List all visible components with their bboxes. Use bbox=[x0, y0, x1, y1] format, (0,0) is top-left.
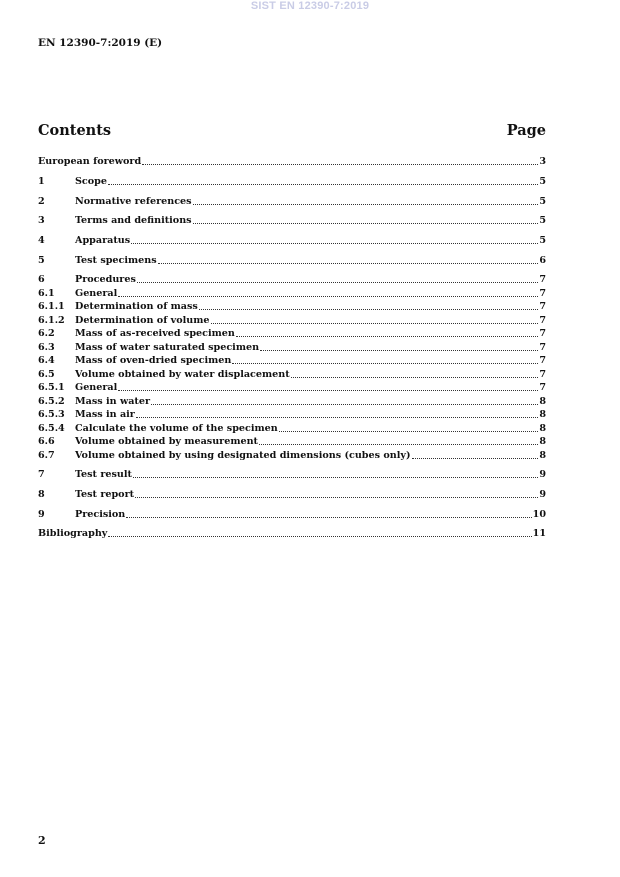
toc-entry[interactable] bbox=[38, 489, 546, 501]
toc-entry-number: 6.3 bbox=[38, 342, 55, 353]
toc-entry-page: 7 bbox=[539, 355, 546, 366]
toc-entry[interactable] bbox=[38, 328, 546, 340]
toc-entry[interactable] bbox=[38, 423, 546, 435]
toc-entry[interactable] bbox=[38, 382, 546, 394]
toc-entry-title: Volume obtained by using designated dimensions (cubes only) bbox=[75, 450, 411, 461]
dot-leader bbox=[108, 535, 531, 537]
toc-entry-page: 7 bbox=[539, 301, 546, 312]
toc-entry-title: Mass in air bbox=[75, 409, 135, 420]
toc-entry-title: Mass in water bbox=[75, 396, 151, 407]
dot-leader bbox=[118, 389, 538, 391]
toc-entry[interactable] bbox=[38, 469, 546, 481]
toc-entry[interactable] bbox=[38, 342, 546, 354]
toc-entry-title: Procedures bbox=[75, 274, 136, 285]
toc-entry-page: 7 bbox=[539, 369, 546, 380]
toc-entry-page: 3 bbox=[539, 156, 546, 167]
toc-entry-number: 6.2 bbox=[38, 328, 55, 339]
toc-entry-number: 5 bbox=[38, 255, 45, 266]
toc-entry-page: 9 bbox=[539, 489, 546, 500]
toc-entry[interactable] bbox=[38, 315, 546, 327]
toc-entry-number: 4 bbox=[38, 235, 45, 246]
toc-entry-page: 8 bbox=[539, 396, 546, 407]
toc-entry-number: 6.5.4 bbox=[38, 423, 65, 434]
toc-entry-title: Test result bbox=[75, 469, 132, 480]
toc-entry[interactable] bbox=[38, 436, 546, 448]
watermark: SIST EN 12390-7:2019 bbox=[250, 0, 370, 12]
toc-entry-title: Volume obtained by measurement bbox=[75, 436, 258, 447]
toc-entry-number: 9 bbox=[38, 509, 45, 520]
toc-entry[interactable] bbox=[38, 156, 546, 168]
toc-entry-title: Mass of as-received specimen bbox=[75, 328, 235, 339]
toc-entry-title: Terms and definitions bbox=[75, 215, 192, 226]
toc-entry-number: 6.1 bbox=[38, 288, 55, 299]
toc-entry-number: 6.6 bbox=[38, 436, 55, 447]
toc-entry[interactable] bbox=[38, 301, 546, 313]
toc-entry-title: Determination of volume bbox=[75, 315, 210, 326]
toc-entry-title: Precision bbox=[75, 509, 126, 520]
toc-entry-title: Mass of water saturated specimen bbox=[75, 342, 260, 353]
toc-entry-title: Determination of mass bbox=[75, 301, 198, 312]
toc-entry-title: European foreword bbox=[38, 156, 142, 167]
dot-leader bbox=[291, 376, 539, 378]
dot-leader bbox=[151, 403, 538, 405]
toc-entry-page: 9 bbox=[539, 469, 546, 480]
toc-entry-title: Test specimens bbox=[75, 255, 157, 266]
toc-entry-page: 8 bbox=[539, 436, 546, 447]
toc-entry-page: 7 bbox=[539, 288, 546, 299]
toc-entry-title: Scope bbox=[75, 176, 107, 187]
contents-heading bbox=[38, 122, 546, 139]
toc-entry-page: 7 bbox=[539, 342, 546, 353]
toc-entry[interactable] bbox=[38, 355, 546, 367]
dot-leader bbox=[279, 430, 539, 432]
toc-entry-page: 7 bbox=[539, 315, 546, 326]
dot-leader bbox=[108, 183, 538, 185]
dot-leader bbox=[118, 295, 538, 297]
dot-leader bbox=[193, 203, 539, 205]
dot-leader bbox=[193, 222, 539, 224]
dot-leader bbox=[259, 443, 538, 445]
toc-entry-page: 7 bbox=[539, 382, 546, 393]
toc-entry-number: 7 bbox=[38, 469, 45, 480]
toc-entry-number: 1 bbox=[38, 176, 45, 187]
page-number: 2 bbox=[38, 834, 46, 847]
dot-leader bbox=[232, 362, 538, 364]
toc-entry-title: Volume obtained by water displacement bbox=[75, 369, 290, 380]
toc-entry[interactable] bbox=[38, 235, 546, 247]
toc-entry[interactable] bbox=[38, 369, 546, 381]
toc-entry-number: 6.5.1 bbox=[38, 382, 65, 393]
toc-entry-page: 10 bbox=[532, 509, 546, 520]
toc-entry-number: 6.5.3 bbox=[38, 409, 65, 420]
toc-entry[interactable] bbox=[38, 176, 546, 188]
toc-entry-page: 11 bbox=[532, 528, 546, 539]
toc-entry[interactable] bbox=[38, 409, 546, 421]
dot-leader bbox=[135, 496, 538, 498]
toc-entry-page: 8 bbox=[539, 423, 546, 434]
toc-entry[interactable] bbox=[38, 274, 546, 286]
dot-leader bbox=[236, 335, 538, 337]
toc-entry[interactable] bbox=[38, 396, 546, 408]
dot-leader bbox=[126, 516, 531, 518]
toc-entry-page: 5 bbox=[539, 235, 546, 246]
toc-entry-number: 8 bbox=[38, 489, 45, 500]
toc-entry-page: 8 bbox=[539, 450, 546, 461]
dot-leader bbox=[211, 322, 539, 324]
toc-entry-number: 6.1.1 bbox=[38, 301, 65, 312]
toc-entry-number: 6 bbox=[38, 274, 45, 285]
toc-entry-page: 5 bbox=[539, 215, 546, 226]
toc-entry-page: 8 bbox=[539, 409, 546, 420]
dot-leader bbox=[412, 457, 539, 459]
dot-leader bbox=[142, 163, 538, 165]
contents-title: Contents bbox=[38, 122, 112, 139]
dot-leader bbox=[133, 476, 538, 478]
toc-entry[interactable] bbox=[38, 255, 546, 267]
toc-entry[interactable] bbox=[38, 196, 546, 208]
toc-entry-title: General bbox=[75, 382, 118, 393]
toc-entry-title: Calculate the volume of the specimen bbox=[75, 423, 278, 434]
toc-entry-number: 6.4 bbox=[38, 355, 55, 366]
toc-entry-page: 6 bbox=[539, 255, 546, 266]
toc-entry[interactable] bbox=[38, 509, 546, 521]
toc-entry[interactable] bbox=[38, 528, 546, 540]
toc-entry-page: 7 bbox=[539, 328, 546, 339]
toc-entry-number: 3 bbox=[38, 215, 45, 226]
page-column-label: Page bbox=[506, 122, 546, 139]
toc-entry-title: General bbox=[75, 288, 118, 299]
toc-entry-title: Mass of oven-dried specimen bbox=[75, 355, 232, 366]
toc-entry-title: Test report bbox=[75, 489, 135, 500]
toc-entry[interactable] bbox=[38, 450, 546, 462]
dot-leader bbox=[137, 281, 538, 283]
dot-leader bbox=[260, 349, 538, 351]
toc-entry-number: 2 bbox=[38, 196, 45, 207]
toc-entry-number: 6.1.2 bbox=[38, 315, 65, 326]
toc-entry-page: 5 bbox=[539, 176, 546, 187]
toc-entry-number: 6.5 bbox=[38, 369, 55, 380]
toc-entry-page: 7 bbox=[539, 274, 546, 285]
toc-entry-page: 5 bbox=[539, 196, 546, 207]
dot-leader bbox=[131, 242, 538, 244]
dot-leader bbox=[136, 416, 538, 418]
dot-leader bbox=[199, 308, 538, 310]
toc-entry-title: Apparatus bbox=[75, 235, 131, 246]
toc-entry[interactable] bbox=[38, 288, 546, 300]
toc-entry[interactable] bbox=[38, 215, 546, 227]
toc-entry-number: 6.7 bbox=[38, 450, 55, 461]
dot-leader bbox=[158, 262, 539, 264]
toc-entry-number: 6.5.2 bbox=[38, 396, 65, 407]
toc-entry-title: Bibliography bbox=[38, 528, 108, 539]
toc-entry-title: Normative references bbox=[75, 196, 192, 207]
document-identifier: EN 12390-7:2019 (E) bbox=[38, 37, 163, 49]
